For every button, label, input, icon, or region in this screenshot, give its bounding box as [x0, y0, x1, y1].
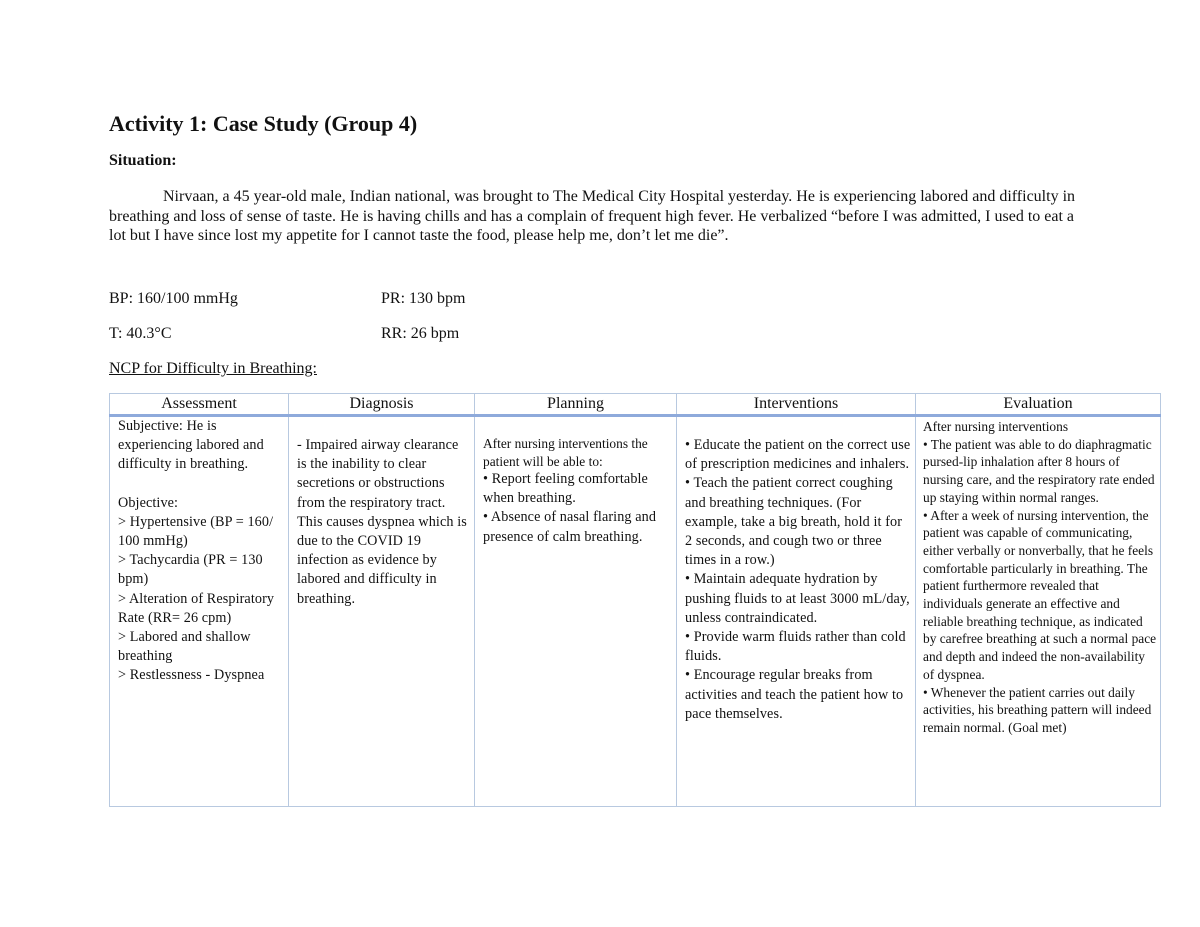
evaluation-item: • The patient was able to do diaphragmatic pursed-lip inhalation after 8 hours of nursing care, and the respiratory rate ended up staying within normal ranges. — [923, 436, 1155, 505]
header-diagnosis: Diagnosis — [289, 394, 475, 416]
intervention-item: • Encourage regular breaks from activities and teach the patient how to pace themselves. — [685, 667, 904, 722]
assessment-cell — [110, 416, 289, 807]
ncp-heading: NCP for Difficulty in Breathing: — [109, 360, 317, 377]
assessment-item: > Restlessness - Dyspnea — [118, 667, 265, 684]
situation-heading: Situation: — [109, 152, 177, 169]
diagnosis-cell — [289, 416, 475, 807]
assessment-item: > Labored and shallow breathing — [118, 629, 251, 665]
planning-lead: After nursing interventions the patient will be able to: — [483, 436, 648, 469]
interventions-cell — [677, 416, 916, 807]
header-interventions: Interventions — [677, 394, 916, 416]
vital-rr: RR: 26 bpm — [381, 325, 460, 342]
intervention-item: • Educate the patient on the correct use of prescription medicines and inhalers. — [685, 437, 911, 473]
header-evaluation: Evaluation — [916, 394, 1161, 416]
planning-cell — [475, 416, 677, 807]
assessment-objective-label: Objective: — [118, 494, 179, 511]
assessment-item: > Tachycardia (PR = 130 bpm) — [118, 552, 263, 588]
table-row — [110, 416, 1161, 807]
header-assessment: Assessment — [110, 394, 289, 416]
evaluation-lead: After nursing interventions — [923, 419, 1069, 434]
evaluation-item: • Whenever the patient carries out daily activities, his breathing pattern will indeed remain normal. (Goal met) — [923, 684, 1152, 735]
vital-temperature: T: 40.3°C — [109, 325, 172, 342]
diagnosis-text: - Impaired airway clearance is the inability to clear secretions or obstructions from the respiratory tract. This causes dyspnea which is due to the COVID 19 infection as evidence by labored and difficulty in breathing. — [297, 437, 467, 607]
header-planning: Planning — [475, 394, 677, 416]
assessment-item: > Alteration of Respiratory Rate (RR= 26 cpm) — [118, 590, 275, 626]
assessment-subjective: Subjective: He is experiencing labored and difficulty in breathing. — [118, 418, 264, 473]
intervention-item: • Maintain adequate hydration by pushing fluids to at least 3000 mL/day, unless contraindicated. — [685, 571, 910, 626]
vital-bp: BP: 160/100 mmHg — [109, 290, 238, 307]
page-title: Activity 1: Case Study (Group 4) — [109, 111, 418, 136]
table-header-row — [110, 394, 1161, 416]
planning-item: • Report feeling comfortable when breathing. — [483, 471, 648, 507]
situation-paragraph: Nirvaan, a 45 year-old male, Indian national, was brought to The Medical City Hospital yesterday. He is experiencing labored and difficulty in breathing and loss of sense of taste. He is having chills and has a complain of frequent high fever. He verbalized “before I was admitted, I used to eat a lot but I have since lost my appetite for I cannot taste the food, please help me, don’t let me die”. — [109, 188, 1076, 244]
intervention-item: • Provide warm fluids rather than cold fluids. — [685, 629, 906, 665]
evaluation-item: • After a week of nursing intervention, the patient was capable of communicating, either verbally or nonverbally, that he feels comfortable particularly in breathing. The patient furthermore revealed that individuals generate an effective and reliable breathing technique, as indicated by carefree breathing at such a normal pace and depth and indeed the non-availability of dyspnea. — [923, 507, 1157, 682]
vital-pr: PR: 130 bpm — [381, 290, 466, 307]
assessment-item: > Hypertensive (BP = 160/ 100 mmHg) — [118, 513, 274, 550]
planning-item: • Absence of nasal flaring and presence of calm breathing. — [483, 509, 657, 545]
intervention-item: • Teach the patient correct coughing and breathing techniques. (For example, take a big breath, hold it for 2 seconds, and cough two or three times in a row.) — [685, 475, 903, 569]
ncp-table — [109, 393, 1161, 807]
evaluation-cell — [916, 416, 1161, 807]
